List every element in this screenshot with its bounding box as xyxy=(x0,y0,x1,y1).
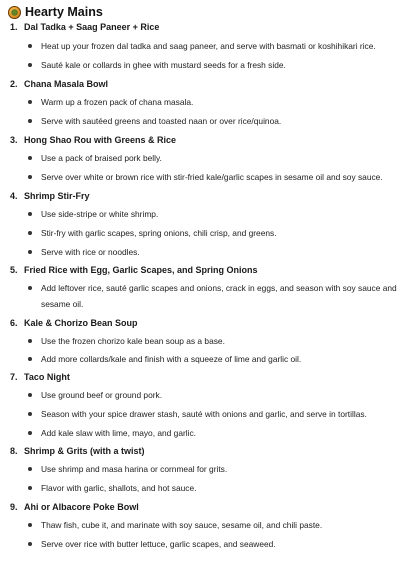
section-heading xyxy=(10,372,70,382)
list-item xyxy=(28,517,398,533)
bullet-icon xyxy=(28,523,32,527)
list-item-text: Warm up a frozen pack of chana masala. xyxy=(41,97,194,107)
section-number: 4. xyxy=(10,191,18,201)
list-item-text: Use ground beef or ground pork. xyxy=(41,390,163,400)
list-item xyxy=(28,206,398,222)
bullet-icon xyxy=(28,63,32,67)
section-number: 1. xyxy=(10,22,18,32)
bullet-icon xyxy=(28,100,32,104)
section-number: 7. xyxy=(10,372,18,382)
list-item xyxy=(28,387,398,403)
list-item-text: Stir-fry with garlic scapes, spring onions, chili crisp, and greens. xyxy=(41,228,277,238)
section-title: Kale & Chorizo Bean Soup xyxy=(24,318,138,328)
page-title: Hearty Mains xyxy=(25,5,103,19)
section-number: 2. xyxy=(10,79,18,89)
list-item-text: Flavor with garlic, shallots, and hot sauce. xyxy=(41,483,197,493)
section-heading xyxy=(10,79,108,89)
section-title: Dal Tadka + Saag Paneer + Rice xyxy=(24,22,160,32)
list-item xyxy=(28,225,398,241)
page-heading xyxy=(8,3,103,21)
bullet-icon xyxy=(28,357,32,361)
section-number: 6. xyxy=(10,318,18,328)
bullet-icon xyxy=(28,44,32,48)
list-item-text: Use side-stripe or white shrimp. xyxy=(41,209,159,219)
list-item-text: Serve with rice or noodles. xyxy=(41,247,140,257)
section-title: Taco Night xyxy=(24,372,70,382)
list-item-text: Add kale slaw with lime, mayo, and garlic. xyxy=(41,428,197,438)
bullet-icon xyxy=(28,175,32,179)
bullet-icon xyxy=(28,393,32,397)
section-number: 8. xyxy=(10,446,18,456)
list-item-text: Use the frozen chorizo kale bean soup as a base. xyxy=(41,336,225,346)
section-heading xyxy=(10,502,139,512)
section-heading xyxy=(10,22,159,32)
bullet-icon xyxy=(28,286,32,290)
list-item-text: Add more collards/kale and finish with a squeeze of lime and garlic oil. xyxy=(41,354,302,364)
list-item xyxy=(28,244,398,260)
bullet-icon xyxy=(28,467,32,471)
section-heading xyxy=(10,135,176,145)
list-item-text: Thaw fish, cube it, and marinate with soy sauce, sesame oil, and chili paste. xyxy=(41,520,323,530)
bullet-icon xyxy=(28,339,32,343)
list-item xyxy=(28,351,398,367)
section-title: Shrimp & Grits (with a twist) xyxy=(24,446,145,456)
list-item xyxy=(28,169,398,185)
bullet-icon xyxy=(28,156,32,160)
list-item-text: Use shrimp and masa harina or cornmeal for grits. xyxy=(41,464,228,474)
list-item xyxy=(28,150,398,166)
section-title: Ahi or Albacore Poke Bowl xyxy=(24,502,139,512)
section-title: Hong Shao Rou with Greens & Rice xyxy=(24,135,177,145)
bullet-icon xyxy=(28,431,32,435)
list-item-text: Heat up your frozen dal tadka and saag paneer, and serve with basmati or koshihikari rice. xyxy=(41,41,376,51)
list-item xyxy=(28,536,398,552)
bullet-icon xyxy=(28,412,32,416)
section-title: Chana Masala Bowl xyxy=(24,79,109,89)
list-item-text: Use a pack of braised pork belly. xyxy=(41,153,162,163)
section-number: 9. xyxy=(10,502,18,512)
bullet-icon xyxy=(28,486,32,490)
bullet-icon xyxy=(28,231,32,235)
bullet-icon xyxy=(28,212,32,216)
food-bowl-icon xyxy=(8,6,21,19)
list-item xyxy=(28,280,398,312)
list-item-text: Season with your spice drawer stash, sauté with onions and garlic, and serve in tortillas. xyxy=(41,409,367,419)
list-item xyxy=(28,406,398,422)
section-title: Shrimp Stir-Fry xyxy=(24,191,90,201)
list-item xyxy=(28,461,398,477)
list-item-text: Serve with sautéed greens and toasted naan or over rice/quinoa. xyxy=(41,116,282,126)
section-heading xyxy=(10,191,90,201)
list-item xyxy=(28,333,398,349)
list-item xyxy=(28,57,398,73)
section-number: 5. xyxy=(10,265,18,275)
section-number: 3. xyxy=(10,135,18,145)
list-item xyxy=(28,480,398,496)
list-item xyxy=(28,113,398,129)
bullet-icon xyxy=(28,250,32,254)
list-item-text: Serve over white or brown rice with stir-fried kale/garlic scapes in sesame oil and soy sauce. xyxy=(41,172,383,182)
list-item-text: Add leftover rice, sauté garlic scapes and onions, crack in eggs, and season with soy sauce and sesame oil. xyxy=(41,283,397,309)
list-item xyxy=(28,94,398,110)
bullet-icon xyxy=(28,119,32,123)
list-item-text: Sauté kale or collards in ghee with mustard seeds for a fresh side. xyxy=(41,60,286,70)
section-heading xyxy=(10,446,145,456)
list-item xyxy=(28,425,398,441)
section-title: Fried Rice with Egg, Garlic Scapes, and Spring Onions xyxy=(24,265,258,275)
section-heading xyxy=(10,265,258,275)
list-item xyxy=(28,38,398,54)
section-heading xyxy=(10,318,138,328)
bullet-icon xyxy=(28,542,32,546)
list-item-text: Serve over rice with butter lettuce, garlic scapes, and seaweed. xyxy=(41,539,276,549)
